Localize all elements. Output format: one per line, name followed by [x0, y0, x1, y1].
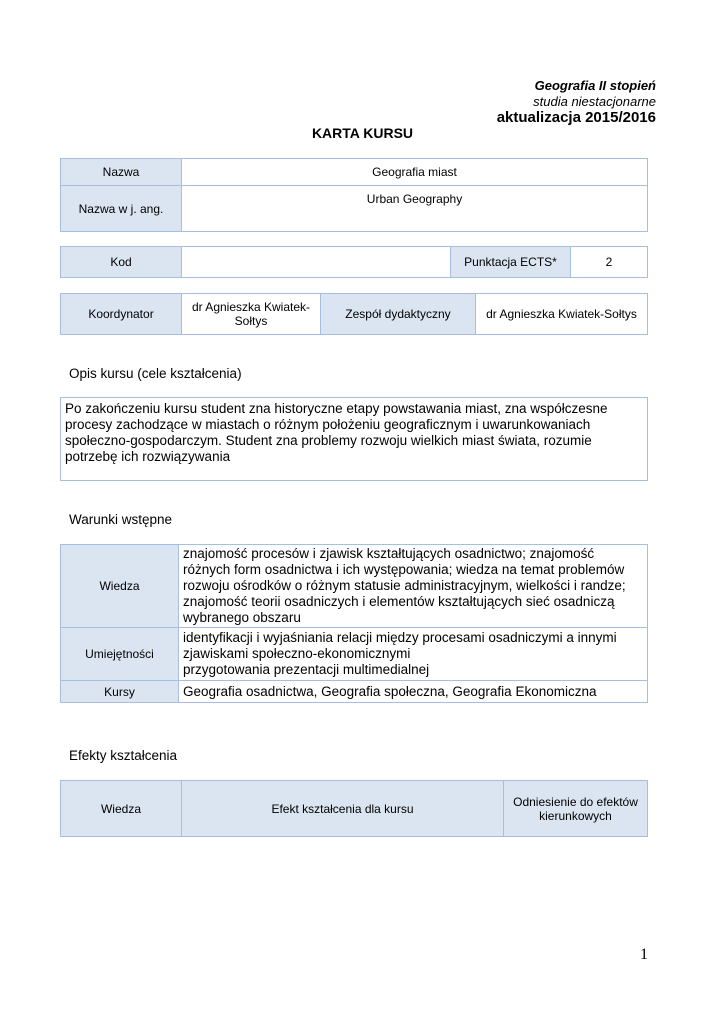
program-name: Geografia II stopień — [534, 78, 656, 93]
prereq-skills: identyfikacji i wyjaśniania relacji między procesami osadniczymi a innymi zjawiskami społeczno-ekonomicznymi przygotowania prezentacji multimedialnej — [178, 627, 648, 681]
name-label: Nazwa — [60, 158, 182, 186]
ects-value: 2 — [570, 246, 648, 278]
code-label: Kod — [60, 246, 182, 278]
outcomes-col-effect: Efekt kształcenia dla kursu — [181, 780, 504, 837]
course-code — [181, 246, 451, 278]
description-heading: Opis kursu (cele kształcenia) — [69, 366, 242, 381]
prereq-knowledge: znajomość procesów i zjawisk kształtujących osadnictwo; znajomość różnych form osadnictwa i ich występowania; wiedza na temat problemów rozwoju ośrodków o różnym statusie administracyjnym, wielkości i randze; znajomość teorii osadniczych i elementów kształtujących sieć osadniczą wybranego obszaru — [178, 544, 648, 628]
page-number: 1 — [640, 946, 648, 963]
document-title: KARTA KURSU — [311, 125, 414, 141]
prereq-label-skills: Umiejętności — [60, 627, 179, 681]
outcomes-col-reference: Odniesienie do efektów kierunkowych — [503, 780, 648, 837]
outcomes-heading: Efekty kształcenia — [69, 748, 178, 763]
update-year: aktualizacja 2015/2016 — [496, 109, 656, 126]
coordinator: dr Agnieszka Kwiatek-Sołtys — [181, 293, 321, 335]
study-mode: studia niestacjonarne — [533, 94, 656, 109]
team-label: Zespół dydaktyczny — [320, 293, 476, 335]
outcomes-col-knowledge: Wiedza — [60, 780, 182, 837]
description-text: Po zakończeniu kursu student zna historyczne etapy powstawania miast, zna współczesne procesy zachodzące w miastach o różnym położeniu geograficznym i uwarunkowaniach społeczno-gospodarczym. Student zna problemy rozwoju wielkich miast świata, rozumie potrzebę ich rozwiązywania — [60, 397, 648, 481]
prerequisites-heading: Warunki wstępne — [69, 512, 173, 527]
ects-label: Punktacja ECTS* — [450, 246, 571, 278]
coordinator-label: Koordynator — [60, 293, 182, 335]
team: dr Agnieszka Kwiatek-Sołtys — [475, 293, 648, 335]
prereq-courses: Geografia osadnictwa, Geografia społeczna, Geografia Ekonomiczna — [178, 680, 648, 703]
prereq-label-courses: Kursy — [60, 680, 179, 703]
course-name-en: Urban Geography — [181, 185, 648, 232]
prereq-label-knowledge: Wiedza — [60, 544, 179, 628]
course-name: Geografia miast — [181, 158, 648, 186]
name-en-label: Nazwa w j. ang. — [60, 185, 182, 232]
